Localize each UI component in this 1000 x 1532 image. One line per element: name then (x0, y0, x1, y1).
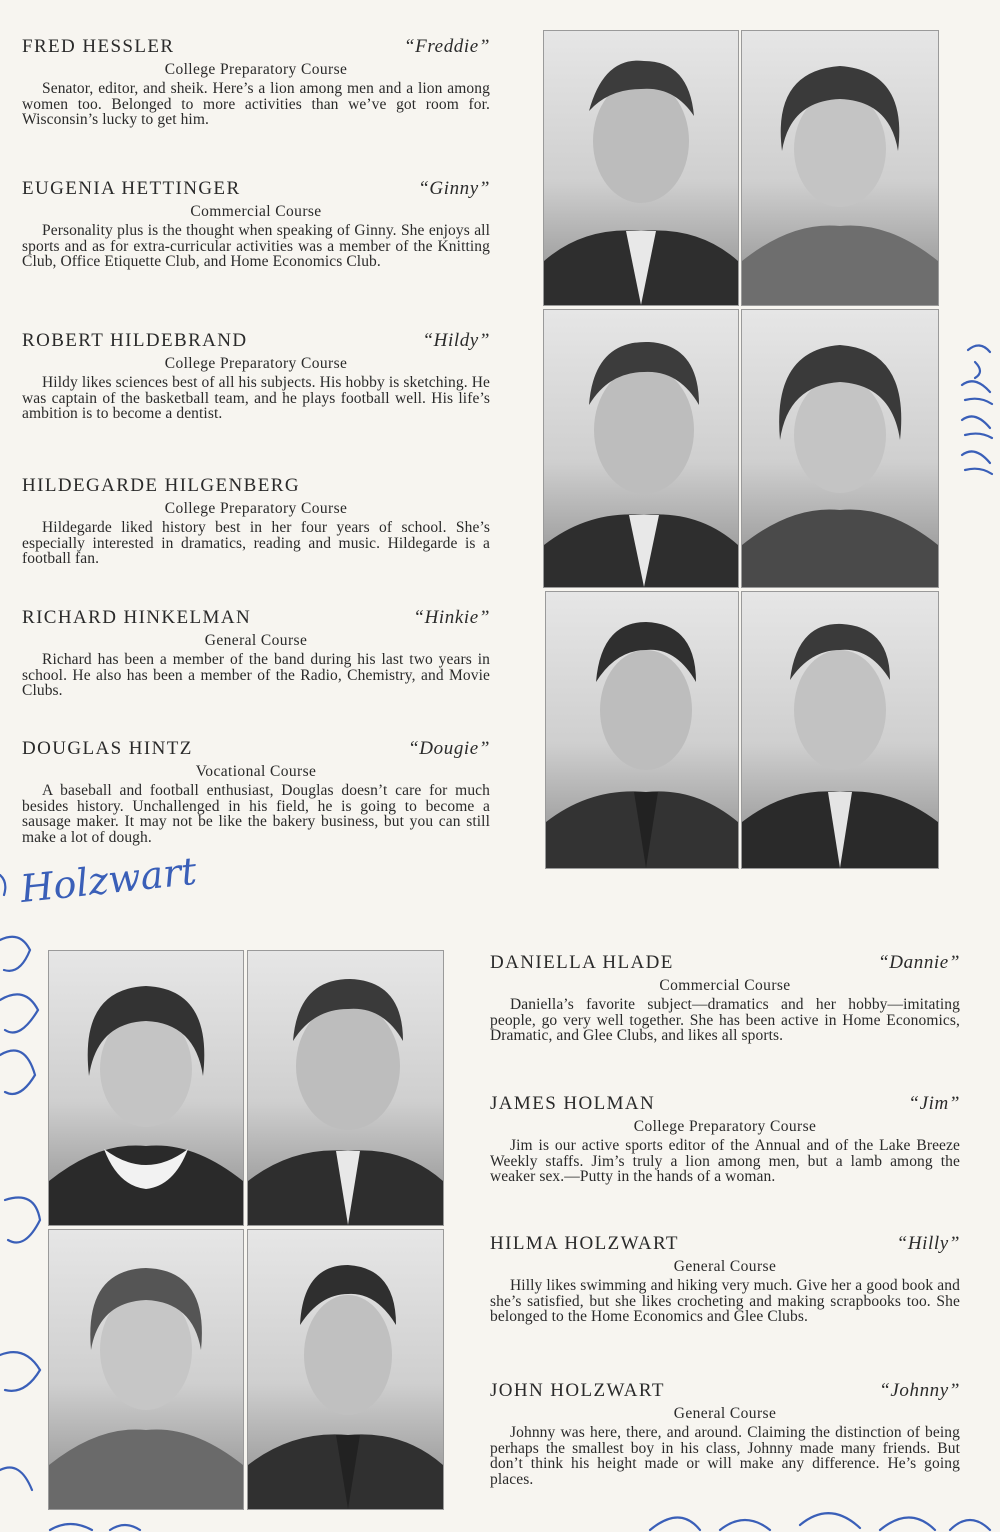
student-course: Commercial Course (659, 977, 791, 994)
student-course: General Course (204, 632, 308, 649)
portrait-male-icon (248, 1230, 443, 1509)
portrait-photo-fred-hessler (543, 30, 739, 306)
portrait-female-icon (742, 31, 938, 305)
student-bio: Hildy likes sciences best of all his subjects. His hobby is sketching. He was captain of the basketball team, and he plays football well. His life’s ambition is to become a dentist. (22, 374, 490, 422)
student-entry-fred-hessler (22, 36, 490, 128)
portrait-photo-james-holman (247, 950, 444, 1226)
student-course: General Course (673, 1258, 777, 1275)
student-entry-james-holman (490, 1093, 960, 1185)
student-name: DOUGLAS HINTZ (22, 738, 193, 759)
student-name: HILDEGARDE HILGENBERG (22, 475, 300, 496)
student-nickname: “Hildy” (422, 330, 490, 351)
student-entry-eugenia-hettinger (22, 178, 490, 270)
student-nickname: “Jim” (908, 1093, 960, 1114)
portrait-photo-daniella-hlade (48, 950, 244, 1226)
portrait-photo-john-holzwart (247, 1229, 444, 1510)
student-entry-john-holzwart (490, 1380, 960, 1487)
student-name: RICHARD HINKELMAN (22, 607, 252, 628)
student-entry-douglas-hintz (22, 738, 490, 845)
student-nickname: “Johnny” (879, 1380, 960, 1401)
student-entry-daniella-hlade (490, 952, 960, 1044)
student-entry-hildegarde-hilgenberg (22, 475, 490, 567)
student-course: College Preparatory Course (164, 355, 348, 372)
student-bio: Hilly likes swimming and hiking very much. Give her a good book and she’s satisfied, but she likes crocheting and making scrapbooks too. She belonged to the Home Economics and Glee Clubs. (490, 1277, 960, 1325)
student-bio: Hildegarde liked history best in her four years of school. She’s especially interested in dramatics, reading and music. Hildegarde is a football fan. (22, 519, 490, 567)
portrait-male-icon (544, 31, 738, 305)
student-bio: Johnny was here, there, and around. Claiming the distinction of being perhaps the smallest boy in his class, Johnny made many friends. But don’t think his height made or will make any difference. He’s going places. (490, 1424, 960, 1488)
student-nickname: “Dougie” (408, 738, 490, 759)
portrait-female-icon (49, 951, 243, 1225)
student-course: Vocational Course (195, 763, 317, 780)
portrait-male-icon (248, 951, 443, 1225)
student-bio: Daniella’s favorite subject—dramatics and her hobby—imitating people, go very well together. She has been active in Home Economics, Dramatic, and Glee Clubs, and likes all sports. (490, 996, 960, 1044)
portrait-photo-hildegarde-hilgenberg (741, 309, 939, 588)
portrait-male-icon (742, 592, 938, 868)
student-bio: Senator, editor, and sheik. Here’s a lion among men and a lion among women too. Belonged to more activities than we’ve got room for. Wisconsin’s lucky to get him. (22, 80, 490, 128)
portrait-photo-richard-hinkelman (545, 591, 739, 869)
student-name: HILMA HOLZWART (490, 1233, 679, 1254)
portrait-photo-hilma-holzwart (48, 1229, 244, 1510)
student-nickname: “Ginny” (418, 178, 490, 199)
student-bio: A baseball and football enthusiast, Douglas doesn’t care for much besides history. Unchallenged in his field, he is going to become a sausage maker. It may not be like the bakery business, but you can still make a lot of dough. (22, 782, 490, 846)
handwritten-signature: Holzwart (18, 848, 199, 912)
student-name: EUGENIA HETTINGER (22, 178, 241, 199)
student-entry-richard-hinkelman (22, 607, 490, 699)
student-course: College Preparatory Course (164, 500, 348, 517)
student-name: JAMES HOLMAN (490, 1093, 656, 1114)
student-course: General Course (673, 1405, 777, 1422)
student-course: Commercial Course (190, 203, 322, 220)
student-bio: Personality plus is the thought when speaking of Ginny. She enjoys all sports and as for extra-curricular activities was a member of the Knitting Club, Office Etiquette Club, and Home Economics Club. (22, 222, 490, 270)
student-name: JOHN HOLZWART (490, 1380, 665, 1401)
portrait-photo-douglas-hintz (741, 591, 939, 869)
portrait-female-icon (742, 310, 938, 587)
student-nickname: “Dannie” (878, 952, 960, 973)
student-course: College Preparatory Course (633, 1118, 817, 1135)
student-name: ROBERT HILDEBRAND (22, 330, 248, 351)
student-nickname: “Hilly” (896, 1233, 960, 1254)
student-name: DANIELLA HLADE (490, 952, 674, 973)
portrait-male-icon (544, 310, 738, 587)
student-bio: Richard has been a member of the band during his last two years in school. He also has been a member of the Radio, Chemistry, and Movie Clubs. (22, 651, 490, 699)
student-entry-robert-hildebrand (22, 330, 490, 422)
portrait-female-icon (49, 1230, 243, 1509)
student-entry-hilma-holzwart (490, 1233, 960, 1325)
student-bio: Jim is our active sports editor of the Annual and of the Lake Breeze Weekly staffs. Jim’s truly a lion among men, but a lamb among the weaker sex.—Putty in the hands of a woman. (490, 1137, 960, 1185)
student-name: FRED HESSLER (22, 36, 175, 57)
student-nickname: “Freddie” (404, 36, 490, 57)
student-course: College Preparatory Course (164, 61, 348, 78)
portrait-photo-robert-hildebrand (543, 309, 739, 588)
student-nickname: “Hinkie” (413, 607, 490, 628)
portrait-photo-eugenia-hettinger (741, 30, 939, 306)
portrait-male-icon (546, 592, 738, 868)
